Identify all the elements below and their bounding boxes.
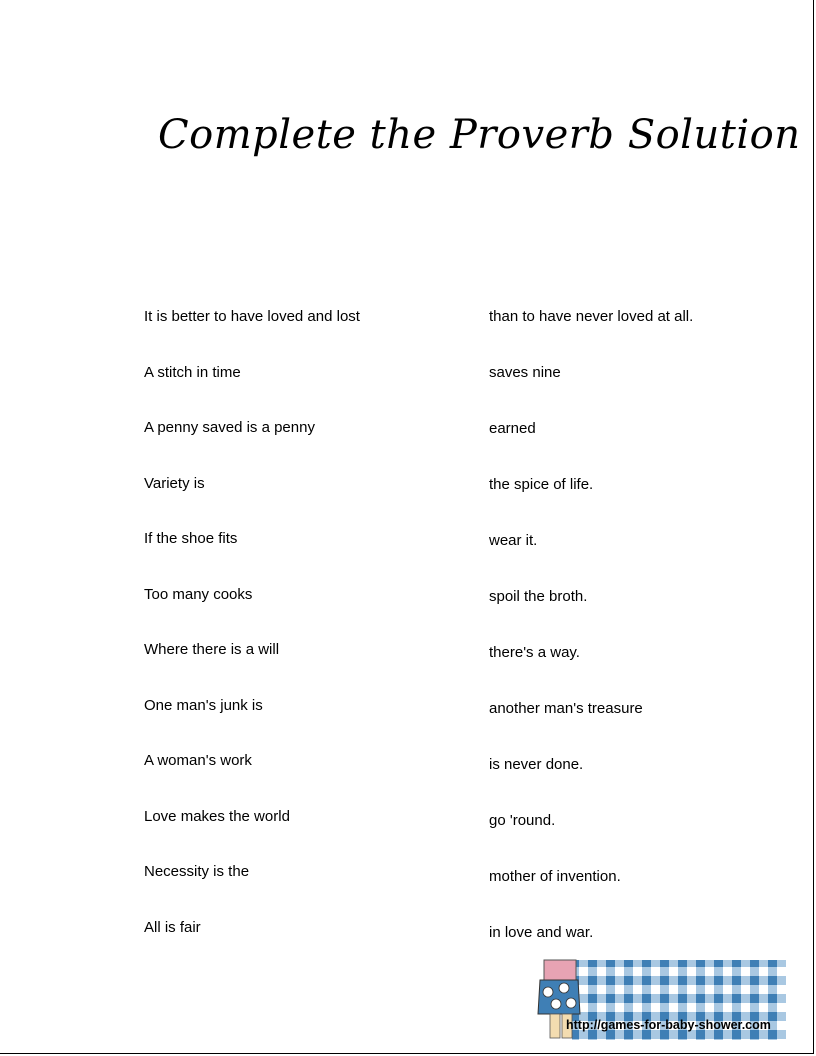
proverb-start-11: Necessity is the xyxy=(144,863,250,880)
proverb-start-1: It is better to have loved and lost xyxy=(144,308,360,325)
website-url: http://games-for-baby-shower.com xyxy=(566,1018,771,1032)
proverb-end-11: mother of invention. xyxy=(489,868,621,885)
proverb-end-1: than to have never loved at all. xyxy=(489,308,694,325)
page-title: Complete the Proverb Solution xyxy=(158,112,801,158)
proverb-start-8: One man's junk is xyxy=(144,697,263,714)
proverb-start-2: A stitch in time xyxy=(144,364,241,381)
proverb-end-8: another man's treasure xyxy=(489,700,643,717)
proverb-start-10: Love makes the world xyxy=(144,808,290,825)
proverb-start-9: A woman's work xyxy=(144,752,252,769)
proverb-end-12: in love and war. xyxy=(489,924,594,941)
page-border-bottom xyxy=(0,1053,814,1054)
proverb-end-10: go 'round. xyxy=(489,812,556,829)
proverb-start-7: Where there is a will xyxy=(144,641,280,658)
proverb-start-12: All is fair xyxy=(144,919,201,936)
proverb-end-6: spoil the broth. xyxy=(489,588,588,605)
proverb-end-7: there's a way. xyxy=(489,644,580,661)
proverb-end-4: the spice of life. xyxy=(489,476,594,493)
proverb-end-9: is never done. xyxy=(489,756,584,773)
page-border-right xyxy=(813,0,814,1054)
proverb-start-6: Too many cooks xyxy=(144,586,253,603)
proverb-start-5: If the shoe fits xyxy=(144,530,238,547)
proverb-start-3: A penny saved is a penny xyxy=(144,419,315,436)
proverb-end-2: saves nine xyxy=(489,364,561,381)
proverb-start-4: Variety is xyxy=(144,475,205,492)
proverb-end-3: earned xyxy=(489,420,536,437)
proverb-end-5: wear it. xyxy=(489,532,538,549)
